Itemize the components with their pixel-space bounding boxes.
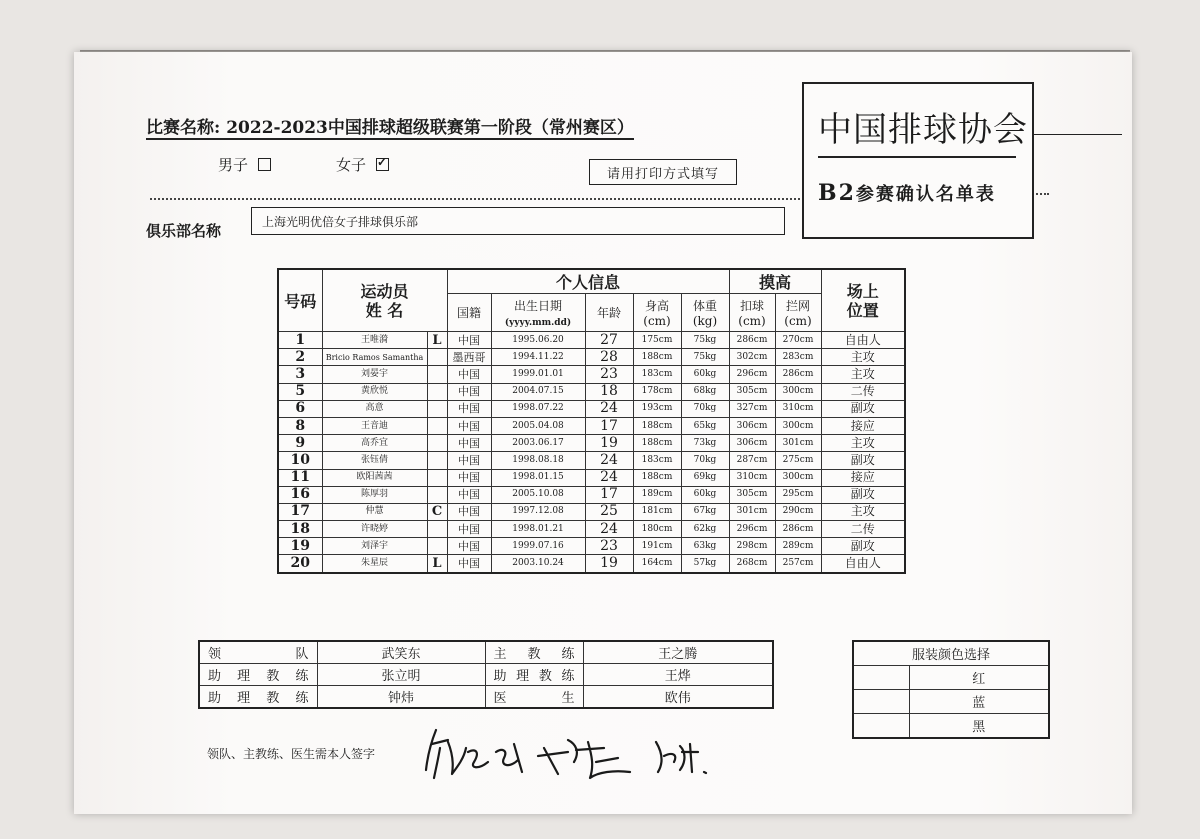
player-height: 183cm (633, 366, 681, 383)
player-name: 王音迪 (322, 417, 427, 434)
player-block-reach: 286cm (775, 366, 821, 383)
player-age: 24 (585, 521, 633, 538)
player-mark (427, 383, 447, 400)
player-spike-reach: 296cm (729, 521, 775, 538)
handwritten-signatures (418, 722, 738, 788)
player-height: 180cm (633, 521, 681, 538)
checkbox-icon (258, 158, 271, 171)
player-spike-reach: 296cm (729, 366, 775, 383)
player-name: 黄欣悦 (322, 383, 427, 400)
player-nationality: 中国 (447, 400, 491, 417)
player-height: 189cm (633, 486, 681, 503)
player-spike-reach: 287cm (729, 452, 775, 469)
player-spike-reach: 268cm (729, 555, 775, 573)
player-age: 24 (585, 469, 633, 486)
staff-table (198, 640, 774, 709)
player-position: 副攻 (821, 486, 905, 503)
signature-label: 领队、主教练、医生需本人签字 (207, 747, 376, 761)
roster-row (278, 469, 905, 486)
association-name: 中国排球协会 (818, 110, 1028, 150)
player-weight: 70kg (681, 400, 729, 417)
player-number: 10 (278, 452, 322, 469)
player-position: 自由人 (821, 555, 905, 573)
player-spike-reach: 306cm (729, 435, 775, 452)
header-height (633, 294, 681, 332)
player-height: 188cm (633, 349, 681, 366)
player-name: Bricio Ramos Samantha (322, 349, 427, 366)
header-age: 年龄 (585, 294, 633, 332)
staff-row (199, 664, 773, 686)
header-number: 号码 (278, 269, 322, 332)
player-height: 175cm (633, 332, 681, 349)
header-height-text: 身高 (644, 299, 669, 313)
player-nationality: 中国 (447, 521, 491, 538)
player-position: 副攻 (821, 538, 905, 555)
player-dob: 1994.11.22 (491, 349, 585, 366)
player-height: 191cm (633, 538, 681, 555)
player-nationality: 中国 (447, 469, 491, 486)
roster-body (278, 332, 905, 573)
staff-row (199, 686, 773, 709)
player-number: 18 (278, 521, 322, 538)
player-nationality: 中国 (447, 503, 491, 520)
player-weight: 60kg (681, 486, 729, 503)
player-spike-reach: 302cm (729, 349, 775, 366)
player-number: 17 (278, 503, 322, 520)
player-name: 张钰倩 (322, 452, 427, 469)
player-height: 164cm (633, 555, 681, 573)
player-dob: 2004.07.15 (491, 383, 585, 400)
player-weight: 62kg (681, 521, 729, 538)
player-nationality: 中国 (447, 486, 491, 503)
player-name: 仲慧 (322, 503, 427, 520)
player-spike-reach: 310cm (729, 469, 775, 486)
player-dob: 2005.10.08 (491, 486, 585, 503)
player-number: 8 (278, 417, 322, 434)
header-spike-unit: (cm) (738, 314, 766, 328)
player-age: 18 (585, 383, 633, 400)
player-nationality: 中国 (447, 452, 491, 469)
player-nationality: 中国 (447, 538, 491, 555)
staff-name: 欧伟 (583, 686, 773, 709)
player-number: 11 (278, 469, 322, 486)
player-age: 17 (585, 417, 633, 434)
header-dob-format: (yyyy.mm.dd) (504, 318, 572, 328)
player-age: 25 (585, 503, 633, 520)
player-spike-reach: 305cm (729, 383, 775, 400)
player-spike-reach: 286cm (729, 332, 775, 349)
player-spike-reach: 306cm (729, 417, 775, 434)
player-height: 188cm (633, 469, 681, 486)
female-label: 女子 (336, 156, 367, 174)
right-rule (1032, 134, 1122, 135)
staff-role-label: 助理教练 (199, 686, 317, 709)
player-position: 二传 (821, 383, 905, 400)
club-name: 上海光明优倍女子排球俱乐部 (251, 207, 785, 235)
roster-row (278, 521, 905, 538)
competition-title (146, 118, 634, 140)
player-block-reach: 300cm (775, 417, 821, 434)
player-age: 17 (585, 486, 633, 503)
player-name: 欧阳茜茜 (322, 469, 427, 486)
header-weight-unit: (kg) (692, 314, 718, 328)
player-mark (427, 400, 447, 417)
player-nationality: 中国 (447, 332, 491, 349)
player-dob: 2005.04.08 (491, 417, 585, 434)
staff-name: 王烨 (583, 664, 773, 686)
player-height: 188cm (633, 435, 681, 452)
player-dob: 1995.06.20 (491, 332, 585, 349)
player-age: 24 (585, 452, 633, 469)
header-spike-text: 扣球 (739, 299, 764, 313)
player-block-reach: 300cm (775, 469, 821, 486)
player-block-reach: 289cm (775, 538, 821, 555)
header-athlete (322, 269, 447, 332)
uniform-color-row (853, 714, 1049, 739)
fill-note: 请用打印方式填写 (589, 159, 737, 185)
player-block-reach: 301cm (775, 435, 821, 452)
player-mark: C (427, 503, 447, 520)
header-block-text: 拦网 (785, 299, 810, 313)
player-name: 高乔宜 (322, 435, 427, 452)
player-mark (427, 469, 447, 486)
player-mark (427, 452, 447, 469)
player-height: 178cm (633, 383, 681, 400)
header-personal-info: 个人信息 (447, 269, 729, 294)
staff-body (199, 641, 773, 708)
roster-row (278, 349, 905, 366)
player-block-reach: 310cm (775, 400, 821, 417)
roster-row (278, 366, 905, 383)
player-name: 刘晏宇 (322, 366, 427, 383)
player-position: 主攻 (821, 366, 905, 383)
header-athlete-line2: 姓 名 (365, 300, 404, 320)
player-age: 27 (585, 332, 633, 349)
player-mark (427, 486, 447, 503)
uniform-color-row (853, 690, 1049, 714)
player-age: 23 (585, 366, 633, 383)
player-mark: L (427, 332, 447, 349)
header-athlete-line1: 运动员 (360, 281, 409, 301)
uniform-color-title: 服装颜色选择 (853, 641, 1049, 666)
association-underline (818, 156, 1016, 158)
player-block-reach: 286cm (775, 521, 821, 538)
player-dob: 1998.01.21 (491, 521, 585, 538)
male-label: 男子 (218, 156, 249, 174)
player-dob: 1998.01.15 (491, 469, 585, 486)
player-name: 高意 (322, 400, 427, 417)
player-dob: 2003.06.17 (491, 435, 585, 452)
player-block-reach: 290cm (775, 503, 821, 520)
uniform-color-name: 蓝 (909, 690, 1049, 714)
header-position-line1: 场上 (846, 281, 879, 301)
roster-row (278, 383, 905, 400)
dotted-divider (150, 198, 800, 200)
player-height: 181cm (633, 503, 681, 520)
player-weight: 65kg (681, 417, 729, 434)
roster-row (278, 435, 905, 452)
player-name: 许晓婷 (322, 521, 427, 538)
player-age: 24 (585, 400, 633, 417)
player-spike-reach: 298cm (729, 538, 775, 555)
player-mark (427, 417, 447, 434)
player-dob: 1998.08.18 (491, 452, 585, 469)
player-height: 183cm (633, 452, 681, 469)
player-number: 3 (278, 366, 322, 383)
player-block-reach: 257cm (775, 555, 821, 573)
player-number: 1 (278, 332, 322, 349)
association-box (802, 82, 1034, 239)
player-dob: 1999.01.01 (491, 366, 585, 383)
signature-image (418, 722, 738, 784)
player-weight: 75kg (681, 332, 729, 349)
player-position: 主攻 (821, 349, 905, 366)
uniform-color-row (853, 666, 1049, 690)
roster-row (278, 486, 905, 503)
club-label: 俱乐部名称 (146, 222, 222, 240)
header-position-line2: 位置 (846, 300, 879, 320)
player-position: 自由人 (821, 332, 905, 349)
uniform-color-name: 黑 (909, 714, 1049, 739)
uniform-color-name: 红 (909, 666, 1049, 690)
staff-name: 武笑东 (317, 641, 485, 664)
player-mark (427, 538, 447, 555)
player-number: 9 (278, 435, 322, 452)
player-name: 陈厚羽 (322, 486, 427, 503)
player-mark (427, 521, 447, 538)
player-weight: 57kg (681, 555, 729, 573)
header-nationality: 国籍 (447, 294, 491, 332)
header-block-unit: (cm) (784, 314, 812, 328)
uniform-color-check (853, 690, 909, 714)
staff-row (199, 641, 773, 664)
gender-female (336, 154, 389, 175)
player-position: 主攻 (821, 503, 905, 520)
player-height: 193cm (633, 400, 681, 417)
player-number: 16 (278, 486, 322, 503)
player-block-reach: 295cm (775, 486, 821, 503)
player-spike-reach: 301cm (729, 503, 775, 520)
player-block-reach: 270cm (775, 332, 821, 349)
player-name: 王唯漪 (322, 332, 427, 349)
roster-row (278, 538, 905, 555)
roster-row (278, 503, 905, 520)
player-dob: 1998.07.22 (491, 400, 585, 417)
player-block-reach: 275cm (775, 452, 821, 469)
roster-table (277, 268, 906, 574)
player-nationality: 中国 (447, 435, 491, 452)
player-position: 接应 (821, 469, 905, 486)
roster-row (278, 400, 905, 417)
player-spike-reach: 305cm (729, 486, 775, 503)
player-age: 23 (585, 538, 633, 555)
competition-label: 比赛名称: (146, 118, 221, 138)
player-dob: 2003.10.24 (491, 555, 585, 573)
player-weight: 60kg (681, 366, 729, 383)
player-position: 二传 (821, 521, 905, 538)
uniform-color-check (853, 666, 909, 690)
uniform-color-check (853, 714, 909, 739)
player-weight: 68kg (681, 383, 729, 400)
player-nationality: 墨西哥 (447, 349, 491, 366)
form-code: B2 (818, 180, 856, 206)
player-mark (427, 435, 447, 452)
header-weight (681, 294, 729, 332)
player-weight: 70kg (681, 452, 729, 469)
staff-name: 张立明 (317, 664, 485, 686)
player-weight: 73kg (681, 435, 729, 452)
header-height-unit: (cm) (643, 314, 671, 328)
staff-role-label: 医生 (485, 686, 583, 709)
player-weight: 67kg (681, 503, 729, 520)
uniform-color-body (853, 641, 1049, 738)
staff-name: 钟炜 (317, 686, 485, 709)
player-mark (427, 349, 447, 366)
player-age: 28 (585, 349, 633, 366)
gender-male (218, 154, 271, 175)
staff-name: 王之腾 (583, 641, 773, 664)
player-number: 19 (278, 538, 322, 555)
player-block-reach: 283cm (775, 349, 821, 366)
player-name: 刘泽宇 (322, 538, 427, 555)
player-weight: 63kg (681, 538, 729, 555)
header-position (821, 269, 905, 332)
player-number: 6 (278, 400, 322, 417)
player-position: 副攻 (821, 400, 905, 417)
roster-row (278, 555, 905, 573)
player-weight: 69kg (681, 469, 729, 486)
header-spike (729, 294, 775, 332)
player-number: 20 (278, 555, 322, 573)
form-title-text: 参赛确认名单表 (855, 184, 996, 205)
checked-checkbox-icon (376, 158, 389, 171)
player-age: 19 (585, 555, 633, 573)
player-nationality: 中国 (447, 366, 491, 383)
staff-role-label: 主教练 (485, 641, 583, 664)
roster-row (278, 452, 905, 469)
player-dob: 1997.12.08 (491, 503, 585, 520)
player-nationality: 中国 (447, 417, 491, 434)
player-nationality: 中国 (447, 383, 491, 400)
competition-name: 2022-2023中国排球超级联赛第一阶段（常州赛区） (226, 118, 634, 138)
player-height: 188cm (633, 417, 681, 434)
player-block-reach: 300cm (775, 383, 821, 400)
header-dob-text: 出生日期 (513, 299, 562, 313)
player-mark (427, 366, 447, 383)
roster-row (278, 417, 905, 434)
player-position: 副攻 (821, 452, 905, 469)
form-title (818, 180, 996, 206)
player-weight: 75kg (681, 349, 729, 366)
header-weight-text: 体重 (692, 299, 717, 313)
header-dob (491, 294, 585, 332)
player-nationality: 中国 (447, 555, 491, 573)
header-reach: 摸高 (729, 269, 821, 294)
player-age: 19 (585, 435, 633, 452)
player-number: 2 (278, 349, 322, 366)
staff-role-label: 助理教练 (199, 664, 317, 686)
player-spike-reach: 327cm (729, 400, 775, 417)
player-name: 朱星辰 (322, 555, 427, 573)
player-position: 接应 (821, 417, 905, 434)
staff-role-label: 助理教练 (485, 664, 583, 686)
player-position: 主攻 (821, 435, 905, 452)
roster-row (278, 332, 905, 349)
header-block (775, 294, 821, 332)
player-dob: 1999.07.16 (491, 538, 585, 555)
player-number: 5 (278, 383, 322, 400)
player-mark: L (427, 555, 447, 573)
uniform-color-table (852, 640, 1050, 739)
staff-role-label: 领队 (199, 641, 317, 664)
